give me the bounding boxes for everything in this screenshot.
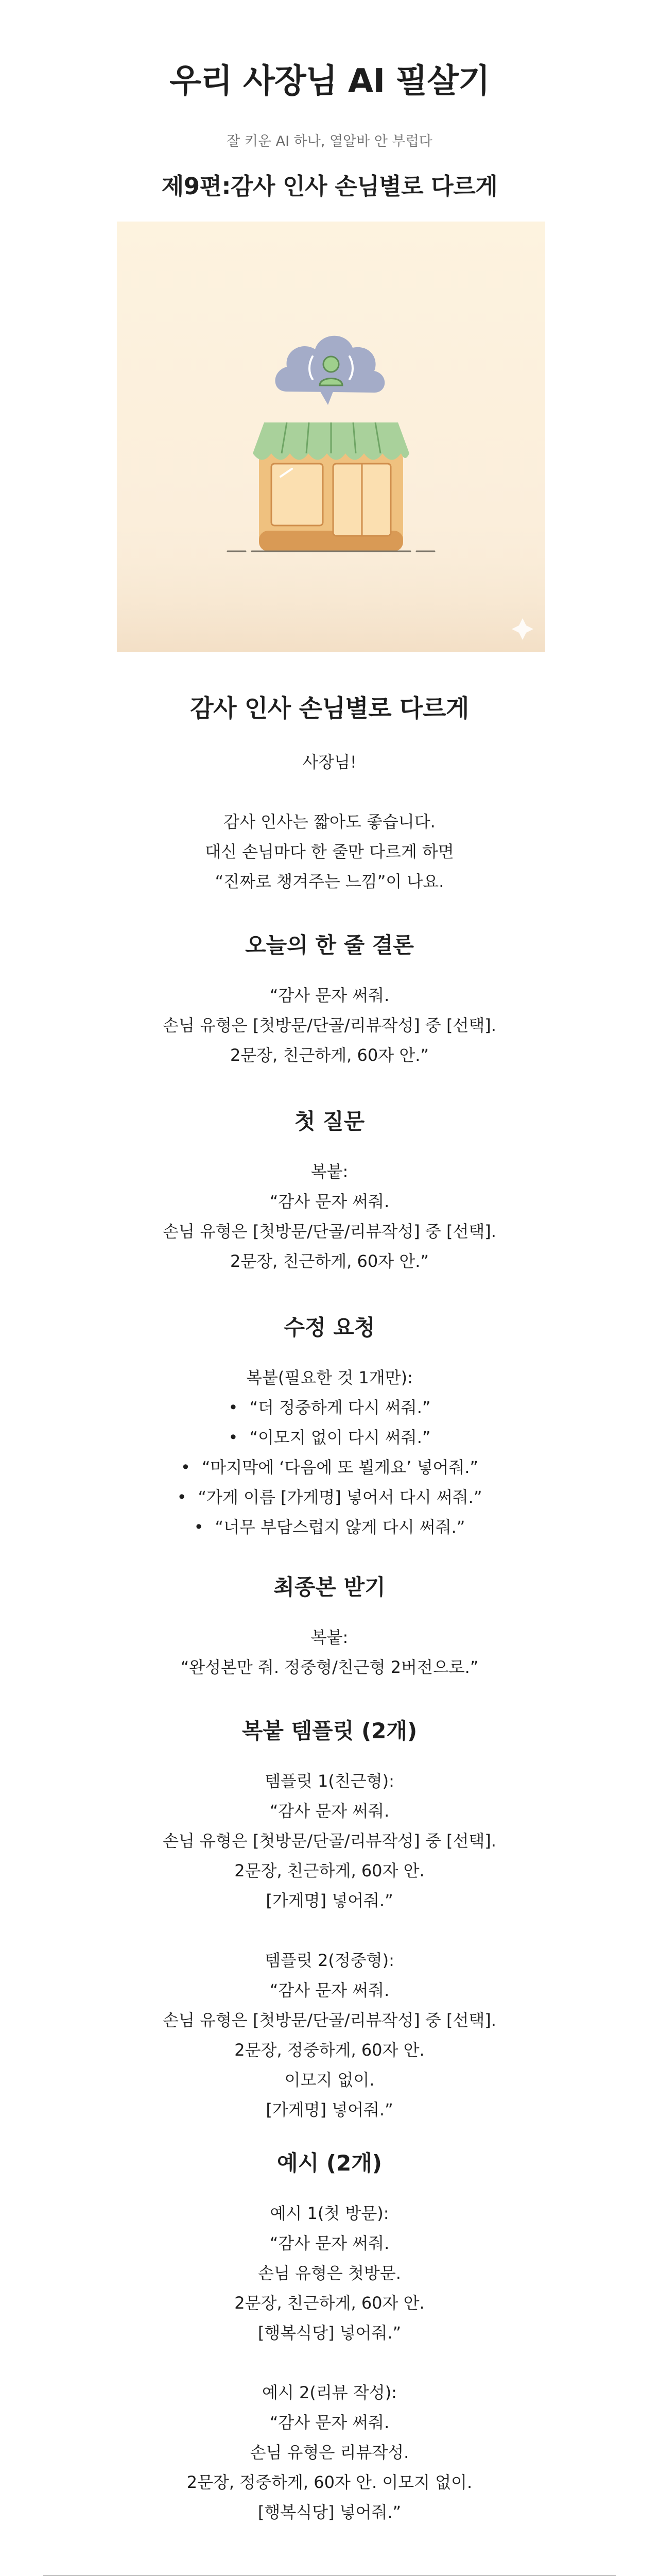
- text-line: “감사 문자 써줘.: [269, 1192, 390, 1211]
- text-line: 2문장, 정중하게, 60자 안. 이모지 없이.: [186, 2472, 473, 2492]
- revision-list: [0, 1393, 659, 1542]
- list-item: • “이모지 없이 다시 써줘.”: [0, 1422, 659, 1452]
- episode-title: 제9편:감사 인사 손님별로 다르게: [161, 173, 498, 200]
- text-line: 손님 유형은 [첫방문/단골/리뷰작성] 중 [선택].: [163, 1015, 496, 1035]
- section-heading: 최종본 받기: [273, 1574, 386, 1600]
- text-line: 2문장, 친근하게, 60자 안.: [234, 1861, 425, 1880]
- list-item: • “너무 부담스럽지 않게 다시 써줘.”: [0, 1512, 659, 1542]
- text-line: 복붙(필요한 것 1개만):: [246, 1368, 413, 1387]
- text-line: 템플릿 2(정중형):: [265, 1951, 394, 1970]
- example-2: [0, 2378, 659, 2527]
- text-line: 2문장, 친근하게, 60자 안.: [234, 2293, 425, 2313]
- text-line: [가게명] 넣어줘.”: [266, 2100, 393, 2120]
- intro-line: 대신 손님마다 한 줄만 다르게 하면: [205, 842, 454, 861]
- hero-illustration: [117, 222, 545, 652]
- article-heading: 감사 인사 손님별로 다르게: [190, 694, 469, 723]
- text-line: 손님 유형은 리뷰작성.: [250, 2443, 409, 2462]
- text-line: 손님 유형은 [첫방문/단골/리뷰작성] 중 [선택].: [163, 1831, 496, 1851]
- intro-line: “진짜로 챙겨주는 느낌”이 나요.: [215, 872, 444, 891]
- text-line: 2문장, 친근하게, 60자 안.”: [230, 1045, 429, 1065]
- templates-section: [0, 1716, 659, 2125]
- text-line: [행복식당] 넣어줘.”: [257, 2502, 402, 2522]
- revision-section: [0, 1312, 659, 1542]
- text-line: “감사 문자 써줘.: [269, 2413, 390, 2432]
- template-1: [0, 1766, 659, 1916]
- text-line: “감사 문자 써줘.: [269, 1980, 390, 2000]
- text-line: 2문장, 정중하게, 60자 안.: [234, 2040, 425, 2060]
- text-line: [행복식당] 넣어줘.”: [257, 2323, 402, 2343]
- text-line: 예시 2(리뷰 작성):: [262, 2383, 397, 2402]
- list-item: • “마지막에 ‘다음에 또 뵐게요’ 넣어줘.”: [0, 1452, 659, 1482]
- site-subtitle: 잘 키운 AI 하나, 열알바 안 부럽다: [227, 133, 432, 149]
- first-question-section: [0, 1106, 659, 1276]
- conclusion-section: [0, 930, 659, 1070]
- section-heading: 복붙 템플릿 (2개): [241, 1718, 418, 1743]
- text-line: 손님 유형은 첫방문.: [258, 2263, 401, 2283]
- text-line: 복붙:: [310, 1162, 349, 1181]
- site-title: 우리 사장님 AI 필살기: [169, 62, 490, 100]
- intro-line: 감사 인사는 짧아도 좋습니다.: [223, 812, 436, 832]
- text-line: 손님 유형은 [첫방문/단골/리뷰작성] 중 [선택].: [163, 2010, 496, 2030]
- text-line: 예시 1(첫 방문):: [270, 2204, 389, 2223]
- awning-icon: [253, 422, 409, 460]
- text-line: “완성본만 줘. 정중형/친근형 2버전으로.”: [180, 1657, 479, 1677]
- text-line: [가게명] 넣어줘.”: [266, 1891, 393, 1910]
- greeting: 사장님!: [302, 752, 357, 772]
- section-heading: 수정 요청: [284, 1315, 375, 1340]
- text-line: 복붙:: [310, 1628, 349, 1647]
- template-2: [0, 1945, 659, 2125]
- list-item: • “가게 이름 [가게명] 넣어서 다시 써줘.”: [0, 1482, 659, 1512]
- section-heading: 예시 (2개): [277, 2150, 382, 2176]
- text-line: “감사 문자 써줘.: [269, 986, 390, 1005]
- list-item: • “더 정중하게 다시 써줘.”: [0, 1393, 659, 1422]
- text-line: “감사 문자 써줘.: [269, 2233, 390, 2253]
- text-line: 2문장, 친근하게, 60자 안.”: [230, 1251, 429, 1271]
- examples-section: [0, 2148, 659, 2527]
- text-line: 이모지 없이.: [284, 2070, 375, 2090]
- intro-paragraph: [0, 807, 659, 896]
- section-heading: 첫 질문: [294, 1109, 365, 1134]
- text-line: 손님 유형은 [첫방문/단골/리뷰작성] 중 [선택].: [163, 1222, 496, 1241]
- section-heading: 오늘의 한 줄 결론: [245, 933, 414, 958]
- text-line: “감사 문자 써줘.: [269, 1801, 390, 1821]
- text-line: 템플릿 1(친근형):: [265, 1771, 394, 1791]
- example-1: [0, 2198, 659, 2348]
- store-icon: [259, 448, 403, 551]
- final-section: [0, 1572, 659, 1682]
